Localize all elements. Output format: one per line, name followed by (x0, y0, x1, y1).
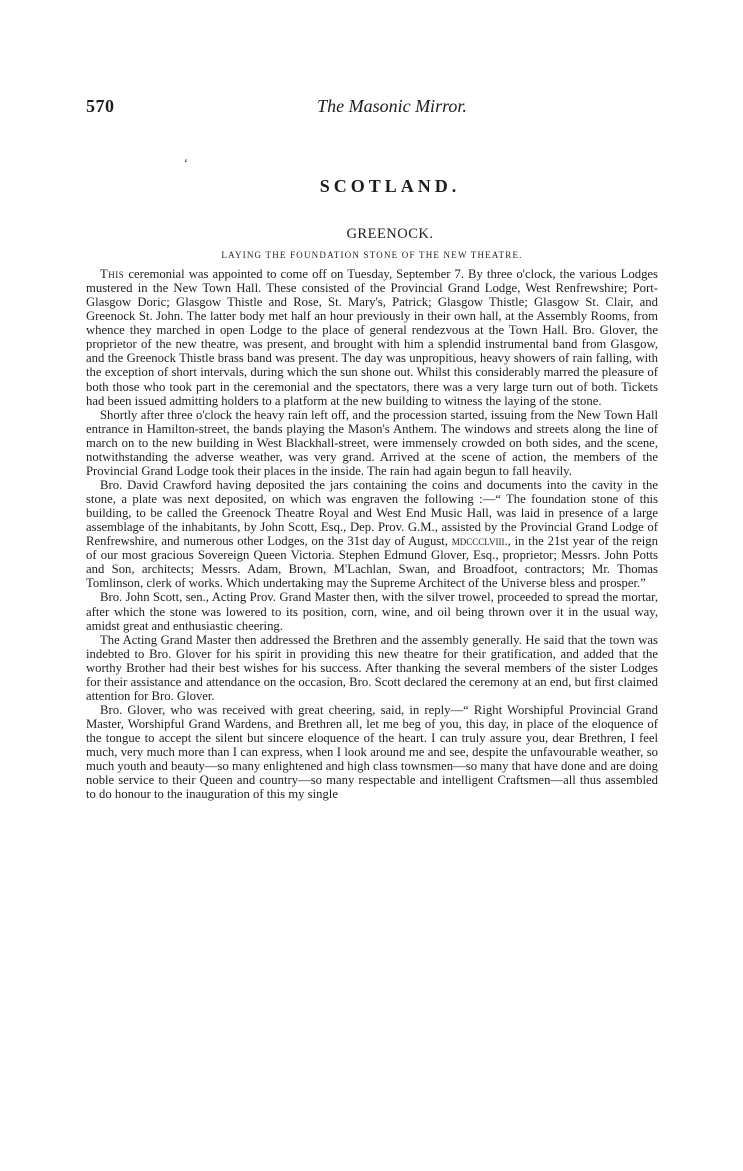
section-subtitle: GREENOCK. (346, 226, 434, 242)
paragraph-5: The Acting Grand Master then addressed the Brethren and the assembly generally. He said that the town was indebted to Bro. Glover for his spirit in providing this new theatre for their gratification, and added that the worthy Brother had their best wishes for his success. After thanking the several members of the sister Lodges for their assistance and attendance on the occasion, Bro. Scott declared the ceremony at an end, but first claimed attention for Bro. Glover. (86, 632, 658, 703)
journal-title: The Masonic Mirror. (317, 96, 467, 116)
paragraph-text: , in the 21st year of the reign of our most gracious Sovereign Queen Victoria. Stephen Edmund Glover, Esq., proprietor; Messrs. John Potts and Son, architects; Messrs. Adam, Brown, M'Lachlan, Swan, and Broadfoot, contractors; Mr. Thomas Tomlinson, clerk of works. Which undertaking may the Supreme Architect of the Universe bless and prosper.” (86, 534, 658, 591)
paragraph-6: Bro. Glover, who was received with great cheering, said, in reply—“ Right Worshipful Provincial Grand Master, Worshipful Grand Wardens, and Brethren all, let me beg of you, this day, in place of the eloquence of the tongue to accept the silent but sincere eloquence of the heart. I can truly assure you, dear Brethren, I feel much, very much more than I can express, when I look around me and see, despite the unfavourable weather, so much youth and beauty—so many enlightened and high class townsmen—so many that have done and are doing noble service to their Queen and country—so many respectable and intelligent Craftsmen—all thus assembled to do honour to the inauguration of this my single (86, 702, 658, 802)
section-title: SCOTLAND. (319, 176, 461, 196)
article-heading: LAYING THE FOUNDATION STONE OF THE NEW THEATRE. (221, 250, 523, 260)
paragraph-lead-word: This (100, 267, 125, 281)
roman-date: mdccclviii. (451, 534, 508, 549)
page-number: 570 (86, 96, 115, 116)
article-body (86, 267, 658, 801)
paragraph-text: ceremonial was appointed to come off on Tuesday, September 7. By three o'clock, the various Lodges mustered in the New Town Hall. These consisted of the Provincial Grand Lodge, West Renfrewshire; Port-Glasgow Doric; Glasgow Thistle and Rose, St. Mary's, Patrick; Glasgow Thistle; Glasgow St. Clair, and Greenock St. John. The latter body met half an hour previously in their own hall, at the Assembly Rooms, from whence they marched in open Lodge to the place of general rendezvous at the Town Hall. Bro. Glover, the proprietor of the new theatre, was present, and brought with him a splendid instrumental band from Glasgow, and the Greenock Thistle brass band was present. The day was unpropitious, heavy showers of rain falling, with the exception of short intervals, during which the sun shone out. Whilst this considerably marred the pleasure of both those who took part in the ceremonial and the spectators, there was a very large turn out of both. Tickets had been issued admitting holders to a platform at the new building to witness the laying of the stone. (86, 267, 658, 408)
paragraph-1 (86, 267, 658, 408)
paragraph-4: Bro. John Scott, sen., Acting Prov. Grand Master then, with the silver trowel, proceeded to spread the mortar, after which the stone was lowered to its position, corn, wine, and oil being thrown over it in the usual way, amidst great and enthusiastic cheering. (86, 590, 658, 633)
running-head (86, 96, 658, 120)
paragraph-3 (86, 478, 658, 591)
paragraph-text: Bro. David Crawford having deposited the jars containing the coins and documents into the cavity in the stone, a plate was next deposited, on which was engraven the following :—“ The foundation stone of this building, to be called the Greenock Theatre Royal and West End Music Hall, was laid in presence of a large assemblage of the inhabitants, by John Scott, Esq., Dep. Prov. G.M., assisted by the Provincial Grand Lodge of Renfrewshire, and numerous other Lodges, on the 31st day of August, (86, 477, 658, 549)
printer-mark: ‘ (184, 156, 188, 170)
paragraph-2: Shortly after three o'clock the heavy rain left off, and the procession started, issuing from the New Town Hall entrance in Hamilton-street, the bands playing the Mason's Anthem. The windows and streets along the line of march on to the new building in West Blackhall-street, were immensely crowded on both sides, and the scene, notwithstanding the adverse weather, was very grand. Arrived at the scene of action, the members of the Provincial Grand Lodge took their places in the inside. The rain had again begun to fall heavily. (86, 407, 658, 478)
